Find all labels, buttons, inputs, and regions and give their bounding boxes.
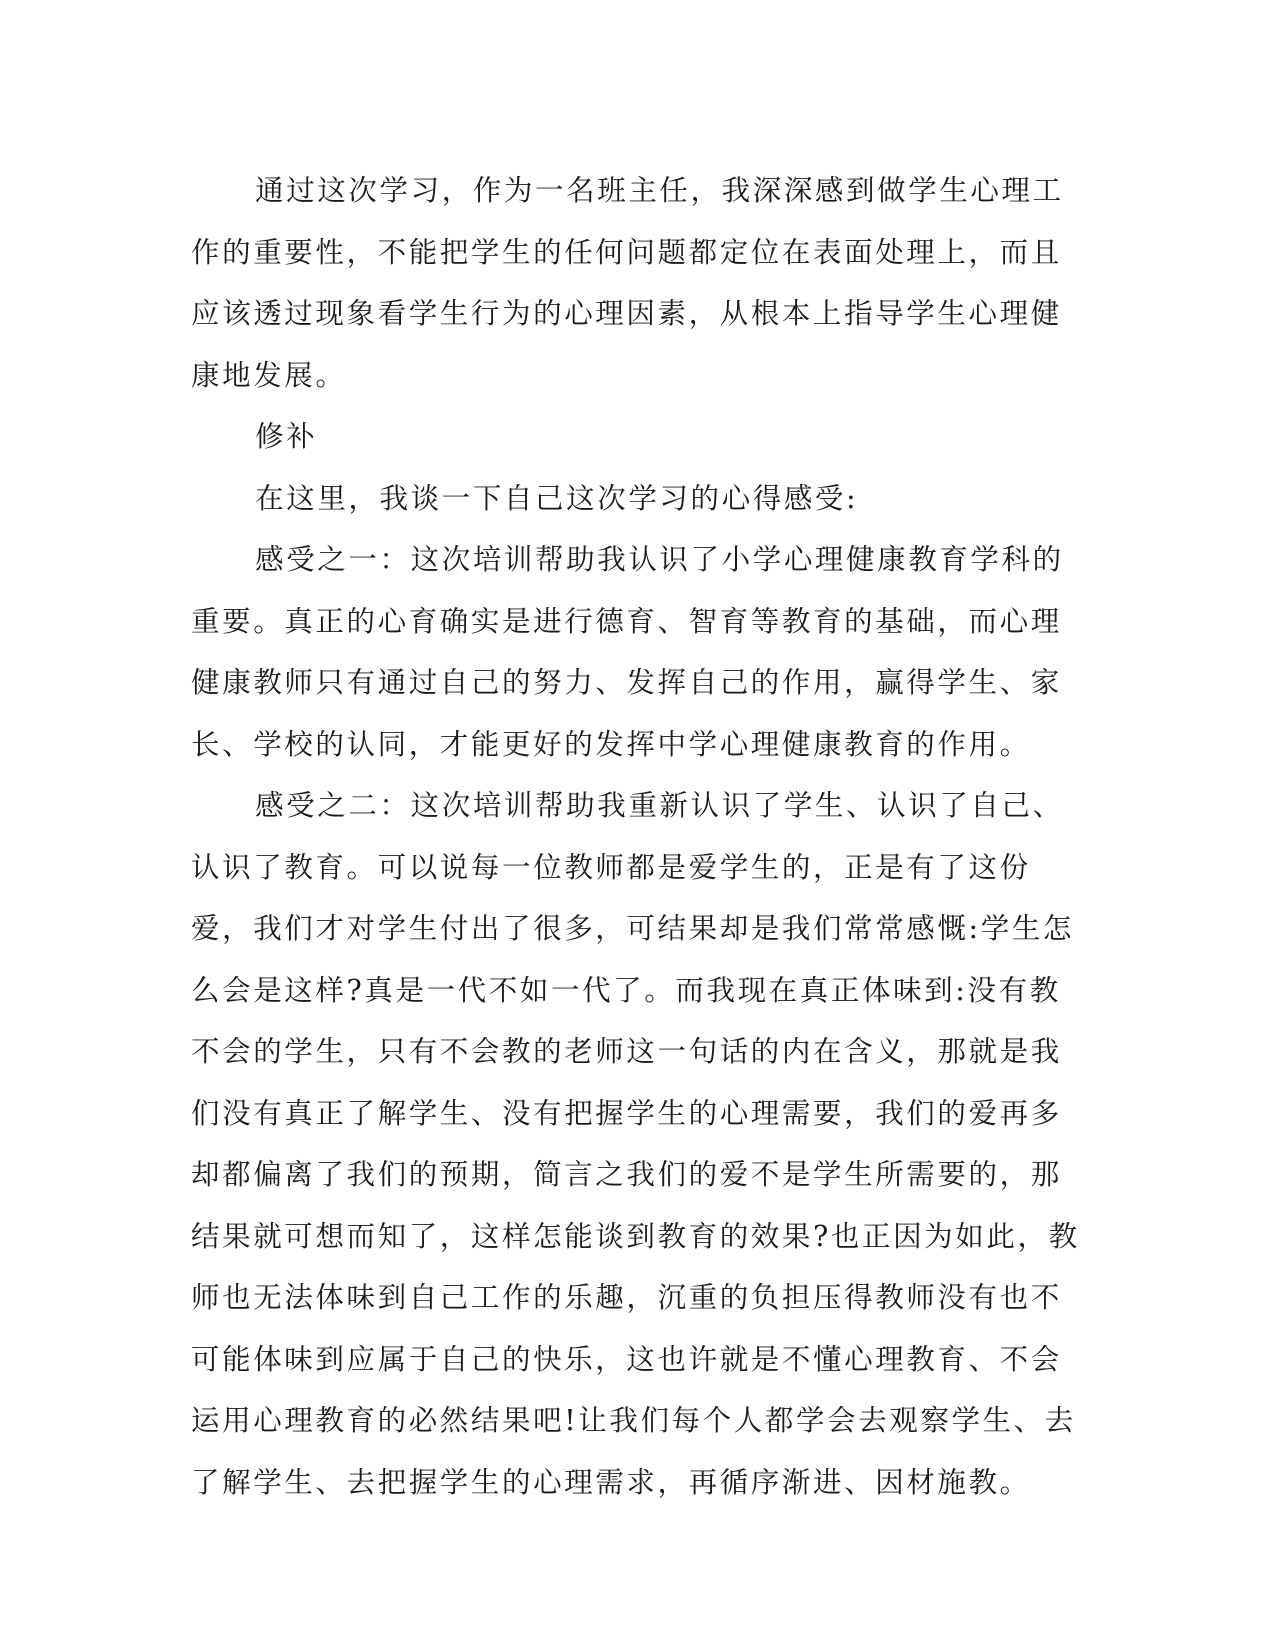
paragraph-intro: 在这里，我谈一下自己这次学习的心得感受:	[255, 481, 859, 515]
paragraph-revision-heading: 修补	[255, 420, 318, 453]
paragraph-study-reflection: 通过这次学习，作为一名班主任，我深深感到做学生心理工作的重要性，不能把学生的任何问题都定位在表面处理上，而且应该透过现象看学生行为的心理因素，从根本上指导学生心理健康地发展。	[191, 174, 1064, 392]
paragraph-feeling-two: 感受之二：这次培训帮助我重新认识了学生、认识了自己、认识了教育。可以说每一位教师都是爱学生的，正是有了这份爱，我们才对学生付出了很多，可结果却是我们常常感慨:学生怎么会是这样?真是一代不如一代了。而我现在真正体味到:没有教不会的学生，只有不会教的老师这一句话的内在含义，那就是我们没有真正了解学生、没有把握学生的心理需要，我们的爱再多却都偏离了我们的预期，简言之我们的爱不是学生所需要的，那结果就可想而知了，这样怎能谈到教育的效果?也正因为如此，教师也无法体味到自己工作的乐趣，沉重的负担压得教师没有也不可能体味到应属于自己的快乐，这也许就是不懂心理教育、不会运用心理教育的必然结果吧!让我们每个人都学会去观察学生、去了解学生、去把握学生的心理需求，再循序渐进、因材施教。	[191, 789, 1080, 1499]
document-body	[191, 160, 1084, 1513]
paragraph-feeling-one: 感受之一：这次培训帮助我认识了小学心理健康教育学科的重要。真正的心育确实是进行德育、智育等教育的基础，而心理健康教师只有通过自己的努力、发挥自己的作用，赢得学生、家长、学校的认同，才能更好的发挥中学心理健康教育的作用。	[191, 543, 1064, 761]
